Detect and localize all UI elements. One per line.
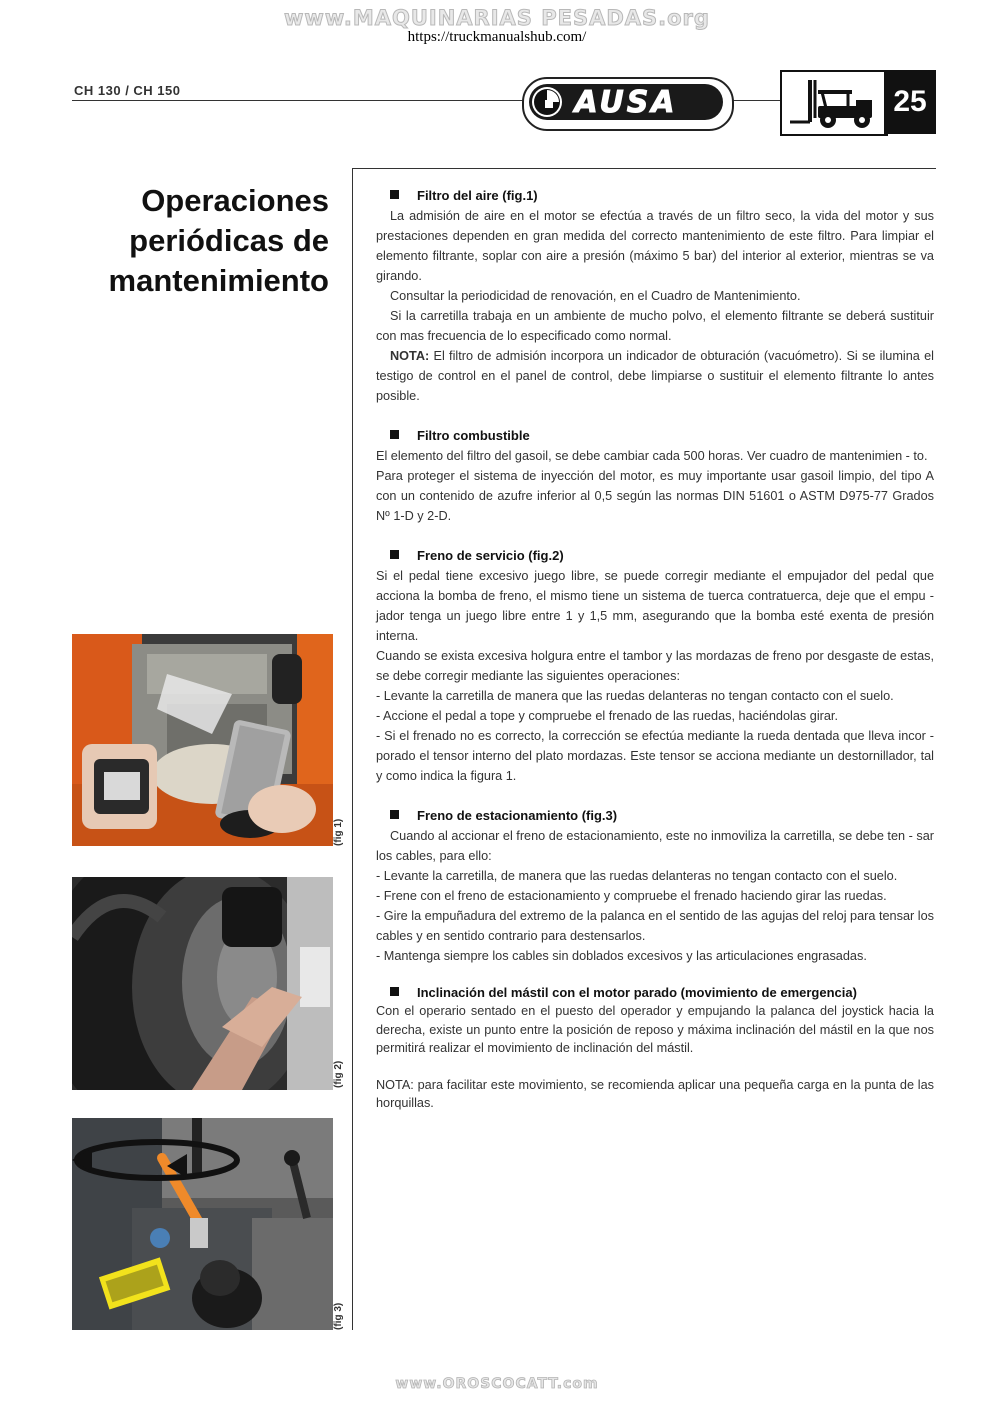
section-heading-service-brake: Freno de servicio (fig.2) [376, 546, 934, 566]
paragraph: Cuando al accionar el freno de estacionamiento, este no inmoviliza la carretilla, se debe ten - sar los cables, para ello: [376, 829, 934, 863]
square-bullet-icon [390, 550, 399, 559]
photo-parking-brake [72, 1118, 333, 1330]
list-item: - Levante la carretilla, de manera que las ruedas delanteras no tengan contacto con el suelo. [376, 869, 898, 883]
note-label: NOTA: [390, 349, 430, 363]
section-heading-air-filter: Filtro del aire (fig.1) [376, 186, 934, 206]
section-heading-fuel-filter: Filtro combustible [376, 426, 934, 446]
photo-service-brake [72, 877, 333, 1090]
forklift-icon [782, 72, 886, 134]
model-label: CH 130 / CH 150 [74, 83, 181, 98]
paragraph: Si el pedal tiene excesivo juego libre, se puede corregir mediante el empujador del pedal que acciona la bomba de freno, el mismo tiene un sistema de tuerca contratuerca, deje que el empu - jador tenga un juego libre entre 1 y 1,5 mm, asegurando que la bomba esté exenta de presión interna. [376, 569, 934, 643]
square-bullet-icon [390, 810, 399, 819]
section-heading-parking-brake: Freno de estacionamiento (fig.3) [376, 806, 934, 826]
figure-label-1: (fig 1) [333, 818, 344, 846]
bottom-watermark: www.OROSCOCATT.com [395, 1376, 599, 1392]
brand-logo-text: AUSA [574, 84, 678, 120]
paragraph: Consultar la periodicidad de renovación, en el Cuadro de Mantenimiento. [390, 289, 801, 303]
figure-label-3: (fig 3) [333, 1302, 344, 1330]
page-title-line-3: mantenimiento [108, 263, 329, 298]
column-divider [352, 168, 353, 1330]
page-title [40, 181, 329, 301]
top-watermark: www.MAQUINARIAS PESADAS.org [284, 6, 710, 30]
figure-label-2: (fig 2) [333, 1060, 344, 1088]
note-paragraph: NOTA: para facilitar este movimiento, se recomienda aplicar una pequeña carga en la punta de las horquillas. [376, 1077, 934, 1110]
paragraph: Si la carretilla trabaja en un ambiente de mucho polvo, el elemento filtrante se deberá sustituir con mas frecuencia de lo especificado como normal. [376, 309, 934, 343]
list-item: - Gire la empuñadura del extremo de la palanca en el sentido de las agujas del reloj para tensar los cables y en sentido contrario para destensarlos. [376, 909, 934, 943]
page-number: 25 [884, 70, 936, 134]
content-top-rule [352, 168, 936, 169]
page-title-line-2: periódicas de [129, 223, 329, 258]
list-item: - Mantenga siempre los cables sin doblados excesivos y las articulaciones engrasadas. [376, 949, 867, 963]
page-title-line-1: Operaciones [141, 183, 329, 218]
paragraph: Para proteger el sistema de inyección del motor, es muy importante usar gasoil limpio, del tipo A con un contenido de azufre inferior al 0,5 según las normas DIN 51601 o ASTM D975-77 Grados Nº 1-D y 2-D. [376, 469, 934, 523]
brand-logo-emblem [532, 87, 562, 117]
list-item: - Accione el pedal a tope y compruebe el frenado de las ruedas, haciéndolas girar. [376, 709, 838, 723]
photo-air-filter [72, 634, 333, 846]
forklift-icon-box [780, 70, 888, 136]
list-item: - Si el frenado no es correcto, la corrección se efectúa mediante la rueda dentada que lleva incor - porado el tensor interno del plato mordazas. Este tensor se acciona mediante un destornillador, tal y como indica la figura 1. [376, 729, 934, 783]
section-heading-mast-tilt: Inclinación del mástil con el motor parado (movimiento de emergencia) [376, 984, 934, 1002]
paragraph: El elemento del filtro del gasoil, se debe cambiar cada 500 horas. Ver cuadro de mantenimien - to. [376, 449, 928, 463]
square-bullet-icon [390, 430, 399, 439]
brand-logo [522, 77, 734, 131]
list-item: - Frene con el freno de estacionamiento y compruebe el frenado haciendo girar las ruedas. [376, 889, 887, 903]
list-item: - Levante la carretilla de manera que las ruedas delanteras no tengan contacto con el suelo. [376, 689, 894, 703]
square-bullet-icon [390, 190, 399, 199]
paragraph: Con el operario sentado en el puesto del operador y empujando la palanca del joystick hacia la derecha, existe un punto entre la posición de reposo y máxima inclinación del mástil en la que nos permitirá realizar el movimiento de inclinación del mástil. [376, 1004, 934, 1055]
square-bullet-icon [390, 987, 399, 996]
note-paragraph [376, 346, 934, 406]
paragraph: Cuando se exista excesiva holgura entre el tambor y las mordazas de freno por desgaste de estas, se debe corregir mediante las siguientes operaciones: [376, 649, 934, 683]
source-url[interactable]: https://truckmanualshub.com/ [407, 29, 587, 45]
note-text: El filtro de admisión incorpora un indicador de obturación (vacuómetro). Si se ilumina el testigo de control en el panel de control, debe limpiarse o sustituir el elemento filtrante lo antes posible. [376, 349, 934, 403]
paragraph: La admisión de aire en el motor se efectúa a través de un filtro seco, la vida del motor y sus prestaciones dependen en gran medida del correcto mantenimiento de este filtro. Para limpiar el elemento filtrante, soplar con aire a presión (máximo 5 bar) del interior al exterior, mientras se va girando. [376, 209, 934, 283]
body-text [376, 186, 934, 1113]
